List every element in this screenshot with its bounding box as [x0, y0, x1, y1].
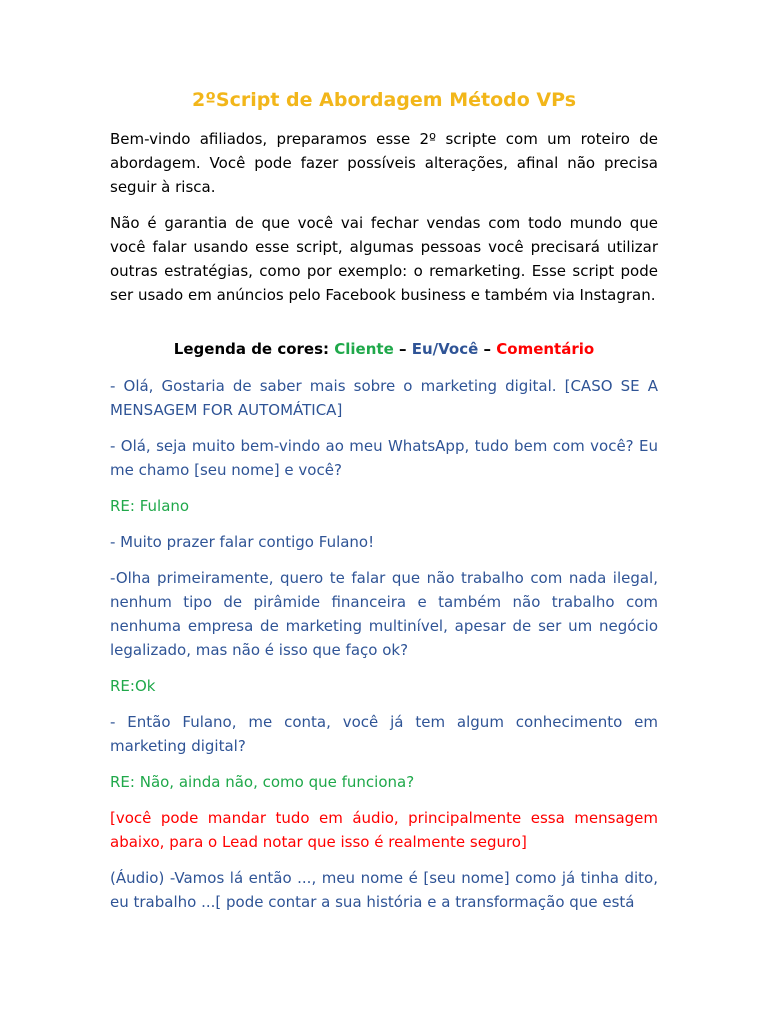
intro-paragraph-2: Não é garantia de que você vai fechar vendas com todo mundo que você falar usando esse script, algumas pessoas você precisará utilizar outras estratégias, como por exemplo: o remarketing. Esse script pode ser usado em anúncios pelo Facebook business e também via Instagran.: [110, 214, 658, 304]
script-line-2: - Olá, seja muito bem-vindo ao meu WhatsApp, tudo bem com você? Eu me chamo [seu nome] e você?: [110, 437, 658, 479]
legend-me: Eu/Você: [411, 340, 479, 358]
color-legend: [110, 337, 658, 361]
script-line-10: (Áudio) -Vamos lá então ..., meu nome é [seu nome] como já tinha dito, eu trabalho ...[ pode contar a sua história e a transformação que está: [110, 869, 658, 911]
script-line-3: RE: Fulano: [110, 497, 190, 515]
script-line-9: [você pode mandar tudo em áudio, principalmente essa mensagem abaixo, para o Lead notar que isso é realmente seguro]: [110, 809, 658, 851]
legend-separator-2: –: [483, 340, 492, 358]
legend-separator-1: –: [399, 340, 407, 358]
intro-paragraph-1: Bem-vindo afiliados, preparamos esse 2º scripte com um roteiro de abordagem. Você pode fazer possíveis alterações, afinal não precisa seguir à risca.: [110, 130, 658, 196]
document-page: [110, 86, 658, 926]
script-line-5: -Olha primeiramente, quero te falar que não trabalho com nada ilegal, nenhum tipo de pirâmide financeira e também não trabalho com nenhuma empresa de marketing multinível, apesar de ser um negócio legalizado, mas não é isso que faço ok?: [110, 569, 658, 659]
legend-prefix: Legenda de cores:: [173, 340, 330, 358]
script-line-7: - Então Fulano, me conta, você já tem algum conhecimento em marketing digital?: [110, 713, 658, 755]
legend-client: Cliente: [334, 340, 394, 358]
legend-comment: Comentário: [496, 340, 595, 358]
script-line-6: RE:Ok: [110, 677, 156, 695]
script-line-4: - Muito prazer falar contigo Fulano!: [110, 533, 375, 551]
script-line-8: RE: Não, ainda não, como que funciona?: [110, 773, 415, 791]
document-title: 2ºScript de Abordagem Método VPs: [191, 89, 577, 111]
script-line-1: - Olá, Gostaria de saber mais sobre o marketing digital. [CASO SE A MENSAGEM FOR AUTOMÁTICA]: [110, 377, 658, 419]
